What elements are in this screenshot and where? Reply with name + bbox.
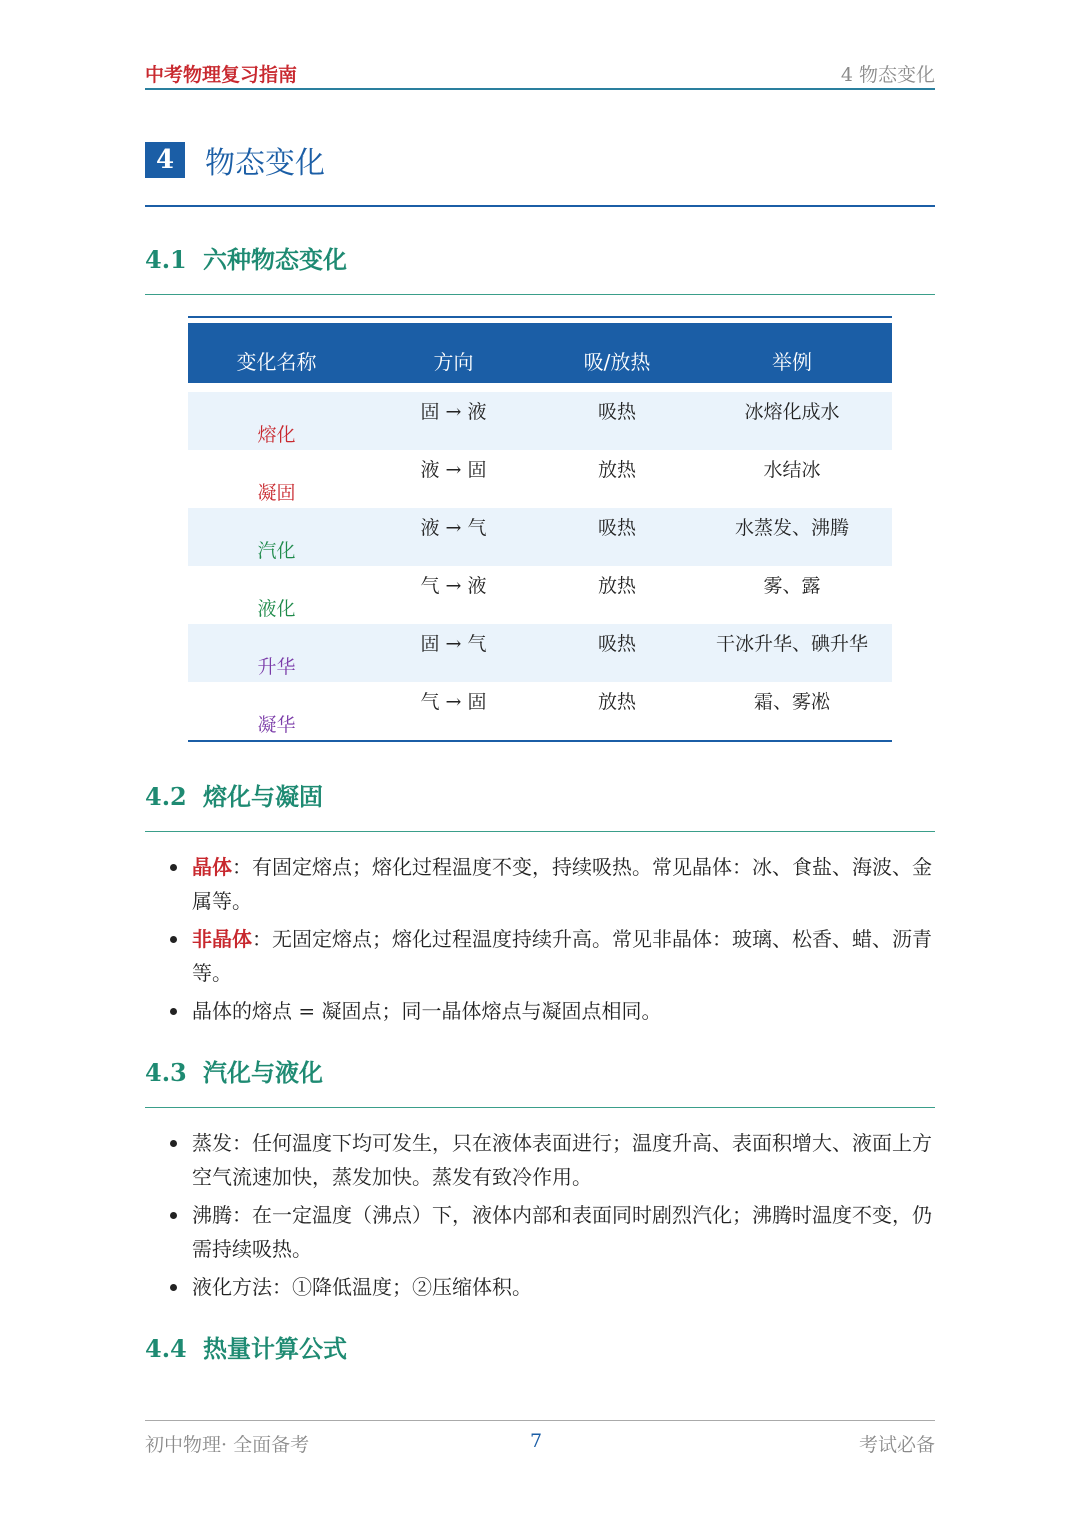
header-rule <box>145 88 935 90</box>
melting-list <box>168 850 936 1032</box>
direction: 液 → 固 <box>420 459 487 481</box>
list-item <box>168 850 936 918</box>
text: ，仍需持续吸热。 <box>192 1203 932 1261</box>
section-title: 热量计算公式 <box>203 1335 347 1363</box>
footer-left: 初中物理· 全面备考 <box>145 1434 310 1456</box>
section-number: 4.4 <box>145 1334 187 1363</box>
section-title: 六种物态变化 <box>203 246 347 274</box>
table-row <box>188 450 892 508</box>
table-header-cell: 变化名称 <box>236 350 317 374</box>
section-number: 4.3 <box>145 1058 187 1087</box>
table-header-row <box>188 323 892 383</box>
table-header-cell: 吸/放热 <box>583 350 651 374</box>
text: 。 <box>641 999 662 1023</box>
list-item <box>168 1198 936 1266</box>
header-chapter: 4 物态变化 <box>840 64 935 86</box>
text: ：任何温度下均可发生，只在液体 <box>232 1131 532 1155</box>
text: 进行；温度升高、表面积增大、液面上方空气流速加快，蒸发加快。蒸发有 <box>192 1131 932 1189</box>
footer-right: 考试必备 <box>858 1434 935 1456</box>
keyword: 内部和表面 <box>512 1203 612 1227</box>
table-row <box>188 392 892 450</box>
keyword: 晶体 <box>192 855 232 879</box>
text: ，持续吸热。常见晶体：冰、食盐、海波、金属等。 <box>192 855 932 913</box>
text: ：①降低温度；②压缩体积。 <box>272 1275 532 1299</box>
example: 干冰升华、碘升华 <box>715 633 868 655</box>
example: 冰熔化成水 <box>744 401 840 423</box>
change-name: 液化 <box>257 598 296 620</box>
example: 霜、雾凇 <box>753 691 830 713</box>
keyword: 温度不变 <box>452 855 532 879</box>
vaporization-list <box>168 1126 936 1308</box>
example: 雾、露 <box>763 575 821 597</box>
table-row <box>188 624 892 682</box>
change-name: 熔化 <box>257 424 296 446</box>
direction: 固 → 液 <box>420 401 487 423</box>
section-rule <box>145 294 935 295</box>
chapter-title: 物态变化 <box>205 146 325 181</box>
table-header-cell: 举例 <box>772 350 812 374</box>
section-rule <box>145 1107 935 1108</box>
change-name: 汽化 <box>257 540 296 562</box>
chapter-rule <box>145 205 935 207</box>
footer-rule <box>145 1420 935 1421</box>
table-row <box>188 566 892 624</box>
direction: 固 → 气 <box>420 633 487 655</box>
change-name: 升华 <box>257 656 296 678</box>
heat: 放热 <box>597 575 636 597</box>
section-number: 4.2 <box>145 782 187 811</box>
keyword: 蒸发 <box>192 1131 232 1155</box>
heat: 放热 <box>597 459 636 481</box>
table-row <box>188 682 892 740</box>
heat: 放热 <box>597 691 636 713</box>
table-bottom-rule <box>188 740 892 742</box>
list-item <box>168 1126 936 1194</box>
header-title: 中考物理复习指南 <box>145 64 298 86</box>
example: 水蒸发、沸腾 <box>734 517 849 539</box>
text: 晶体的熔点 = 凝固点；同一晶体熔点与凝固点 <box>192 999 602 1023</box>
chapter-number: 4 <box>145 142 185 178</box>
section-rule <box>145 831 935 832</box>
keyword: 相同 <box>601 999 642 1023</box>
text: 作用。 <box>532 1165 592 1189</box>
change-name: 凝固 <box>257 482 296 504</box>
keyword: 非晶体 <box>192 927 252 951</box>
text: ）下，液体 <box>412 1203 512 1227</box>
text: ：无固定熔点；熔化过程温度 <box>252 927 512 951</box>
direction: 液 → 气 <box>420 517 487 539</box>
change-name: 凝华 <box>257 714 296 736</box>
text: ：有固定熔点；熔化过程 <box>232 855 452 879</box>
section-title: 汽化与液化 <box>203 1059 323 1087</box>
table-header-cell: 方向 <box>433 350 474 374</box>
section-title: 熔化与凝固 <box>203 783 323 811</box>
table-row <box>188 508 892 566</box>
keyword: 表面 <box>532 1131 572 1155</box>
direction: 气 → 固 <box>420 691 487 713</box>
keyword: 沸点 <box>372 1203 412 1227</box>
keyword: 持续升高 <box>512 927 592 951</box>
page-number: 7 <box>530 1430 543 1452</box>
text: ：在一定温度（ <box>232 1203 372 1227</box>
keyword: 温度不变 <box>812 1203 892 1227</box>
list-item <box>168 922 936 990</box>
section-number: 4.1 <box>145 245 187 274</box>
heat: 吸热 <box>597 633 636 655</box>
keyword: 液化方法 <box>192 1275 272 1299</box>
keyword: 沸腾 <box>192 1203 232 1227</box>
phase-change-table <box>188 316 892 742</box>
section-heading <box>145 1053 323 1088</box>
section-heading <box>145 1329 347 1364</box>
section-heading <box>145 240 347 275</box>
heat: 吸热 <box>597 517 636 539</box>
example: 水结冰 <box>763 459 821 481</box>
list-item <box>168 994 936 1028</box>
text: 同时剧烈汽化；沸腾时 <box>612 1203 812 1227</box>
direction: 气 → 液 <box>420 575 487 597</box>
list-item <box>168 1270 936 1304</box>
keyword: 致冷 <box>492 1165 532 1189</box>
section-heading <box>145 777 323 812</box>
heat: 吸热 <box>597 401 636 423</box>
text: 。常见非晶体：玻璃、松香、蜡、沥青等。 <box>192 927 932 985</box>
